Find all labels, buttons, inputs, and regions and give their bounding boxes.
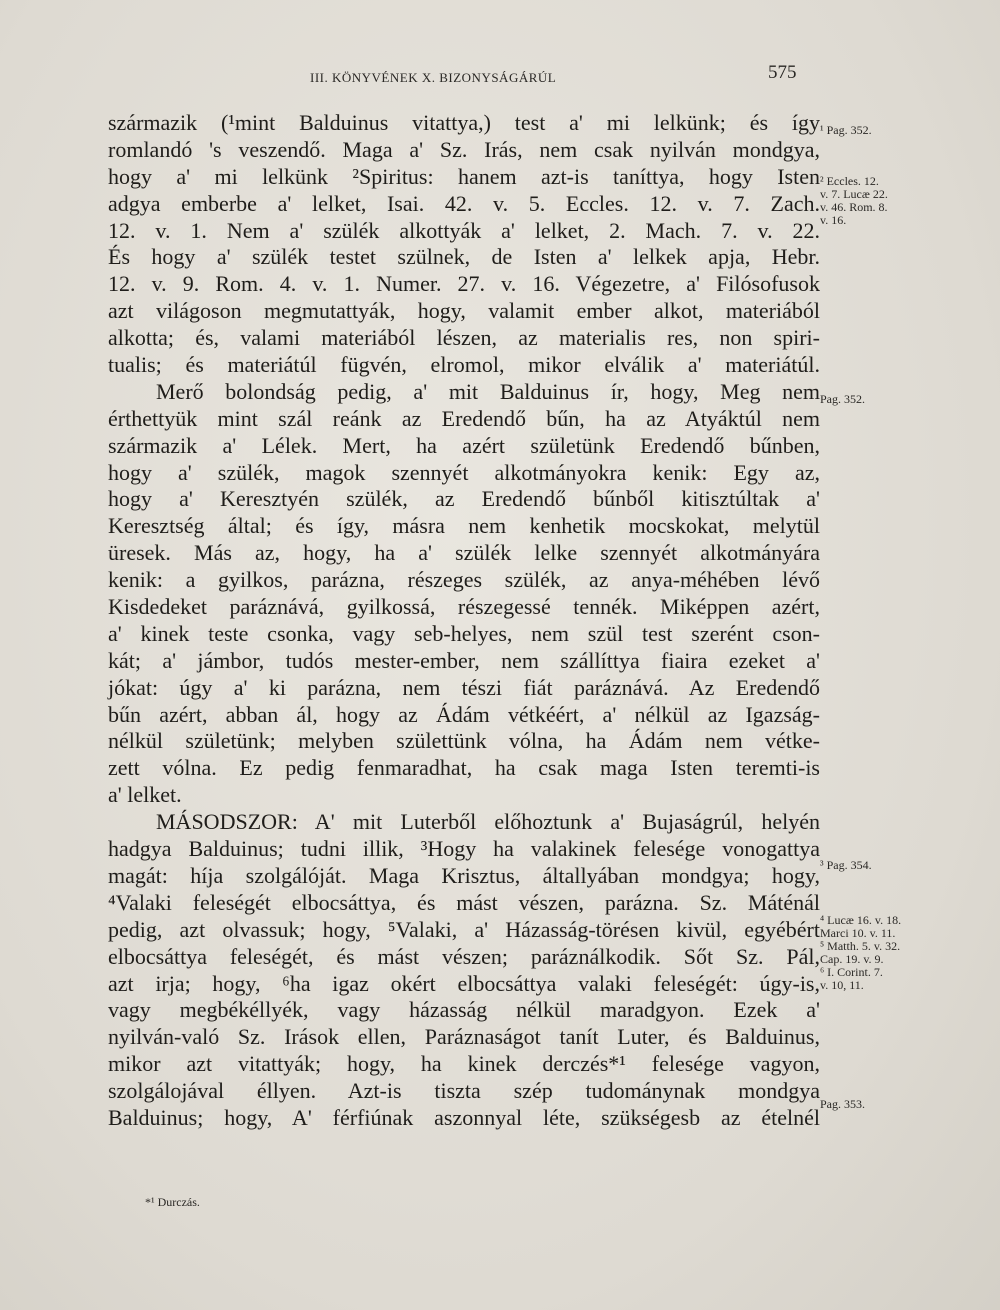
text-line: származik (¹mint Balduinus vitattya,) test a' mi lelkünk; és így — [108, 110, 820, 135]
text-line: Merő bolondság pedig, a' mit Balduinus ír, hogy, Meg nem — [156, 378, 820, 404]
text-line: szolgálojával éllyen. Azt-is tiszta szép tudománynak mondgya — [108, 1078, 820, 1104]
text-line: származik a' Lélek. Mert, ha azért születünk Eredendő bűnben, — [108, 432, 820, 458]
text-line: a' kinek teste csonka, vagy seb-helyes, nem szül test szerént cson- — [108, 620, 820, 646]
text-line: jókat: úgy a' ki parázna, nem tészi fiát paráznává. Az Eredendő — [108, 674, 820, 700]
text-line: zett vólna. Ez pedig fenmaradhat, ha csak maga Isten teremti-is — [108, 755, 820, 781]
text-line: 12. v. 1. Nem a' szülék alkottyák a' lelket, 2. Mach. 7. v. 22. — [108, 217, 820, 243]
text-line: érthettyük mint szál reánk az Eredendő bűn, ha az Atyáktúl nem — [108, 405, 820, 431]
text-line: a' lelket. — [108, 782, 182, 808]
text-line: kenik: a gyilkos, parázna, részeges szülék, az anya-méhében lévő — [108, 567, 820, 593]
text-line: kát; a' jámbor, tudós mester-ember, nem szállíttya fiaira ezeket a' — [108, 647, 820, 673]
text-line: tualis; és materiátúl fügvén, elromol, mikor elválik a' materiátúl. — [108, 352, 820, 378]
text-line: alkotta; és, valami materiából lészen, az materialis res, non spiri- — [108, 325, 820, 351]
text-line: És hogy a' szülék testet szülnek, de Isten a' lelkek apja, Hebr. — [108, 244, 820, 270]
text-line: nyilván-való Sz. Irások ellen, Paráznaságot tanít Luter, és Balduinus, — [108, 1024, 820, 1050]
text-line: mikor azt vitattyák; hogy, ha kinek derczés*¹ felesége vagyon, — [108, 1051, 820, 1077]
text-line: vagy megbékéllyék, vagy házasság nélkül maradgyon. Ezek a' — [108, 997, 820, 1023]
text-line: Balduinus; hogy, A' férfiúnak aszonnyal léte, szükségesb az ételnél — [108, 1104, 820, 1130]
margin-note: ³ Pag. 354. — [820, 858, 872, 872]
text-line: nélkül születünk; melyben születtünk vólna, ha Ádám nem vétke- — [108, 728, 820, 754]
margin-note: Pag. 352. — [820, 392, 865, 406]
footnote: *¹ Durczás. — [145, 1195, 200, 1209]
margin-note: ⁴ Lucæ 16. v. 18. Marci 10. v. 11. ⁵ Matth. 5. v. 32. Cap. 19. v. 9. ⁶ I. Corint. 7. v. 10, 11. — [820, 913, 902, 992]
text-line: 12. v. 9. Rom. 4. v. 1. Numer. 27. v. 16. Végezetre, a' Filósofusok — [108, 271, 820, 297]
text-line: bűn azért, abban ál, hogy az Ádám vétkéért, a' nélkül az Igazság- — [108, 701, 820, 727]
text-line: MÁSODSZOR: A' mit Luterből előhoztunk a' Bujaságrúl, helyén — [156, 809, 820, 835]
text-line: elbocsáttya feleségét, és mást vészen; paráználkodik. Sőt Sz. Pál, — [108, 943, 820, 969]
text-line: azt világoson megmutattyák, hogy, valamit ember alkot, materiából — [108, 298, 820, 324]
text-line: magát: híja szolgálóját. Maga Krisztus, általlyában mondgya; hogy, — [108, 862, 820, 888]
text-line: hogy a' szülék, magok szennyét alkotmányokra kenik: Egy az, — [108, 459, 820, 485]
text-line: Kisdedeket paráznává, gyilkossá, részegessé tennék. Miképpen azért, — [108, 594, 820, 620]
text-line: hogy a' Keresztyén szülék, az Eredendő bűnből kitisztúltak a' — [108, 486, 820, 512]
margin-note: Pag. 353. — [820, 1097, 865, 1111]
text-line: pedig, azt olvassuk; hogy, ⁵Valaki, a' Házasság-törésen kivül, egyébért — [108, 916, 820, 942]
running-head: III. KÖNYVÉNEK X. BIZONYSÁGÁRÚL — [310, 70, 557, 85]
page-number: 575 — [768, 62, 797, 83]
text-line: adgya emberbe a' lelket, Isai. 42. v. 5. Eccles. 12. v. 7. Zach. — [108, 190, 820, 216]
margin-note: ¹ Pag. 352. — [820, 123, 872, 137]
text-line: azt irja; hogy, ⁶ha igaz okért elbocsáttya valaki feleségét: úgy-is, — [108, 970, 820, 996]
text-line: hogy a' mi lelkünk ²Spiritus: hanem azt-is taníttya, hogy Isten — [108, 163, 820, 189]
text-line: ⁴Valaki feleségét elbocsáttya, és mást vészen, parázna. Sz. Máténál — [108, 889, 820, 915]
text-line: üresek. Más az, hogy, ha a' szülék lelke szennyét alkotmányára — [108, 540, 820, 566]
body-text — [108, 110, 820, 1132]
margin-note: ² Eccles. 12. v. 7. Lucæ 22. v. 46. Rom. 8. v. 16. — [820, 174, 888, 227]
text-line: hadgya Balduinus; tudni illik, ³Hogy ha valakinek felesége vonogattya — [108, 836, 820, 862]
text-line: Keresztség által; és így, másra nem kenhetik mocskokat, melytül — [108, 513, 820, 539]
text-line: romlandó 's veszendő. Maga a' Sz. Irás, nem csak nyilván mondgya, — [108, 136, 820, 162]
